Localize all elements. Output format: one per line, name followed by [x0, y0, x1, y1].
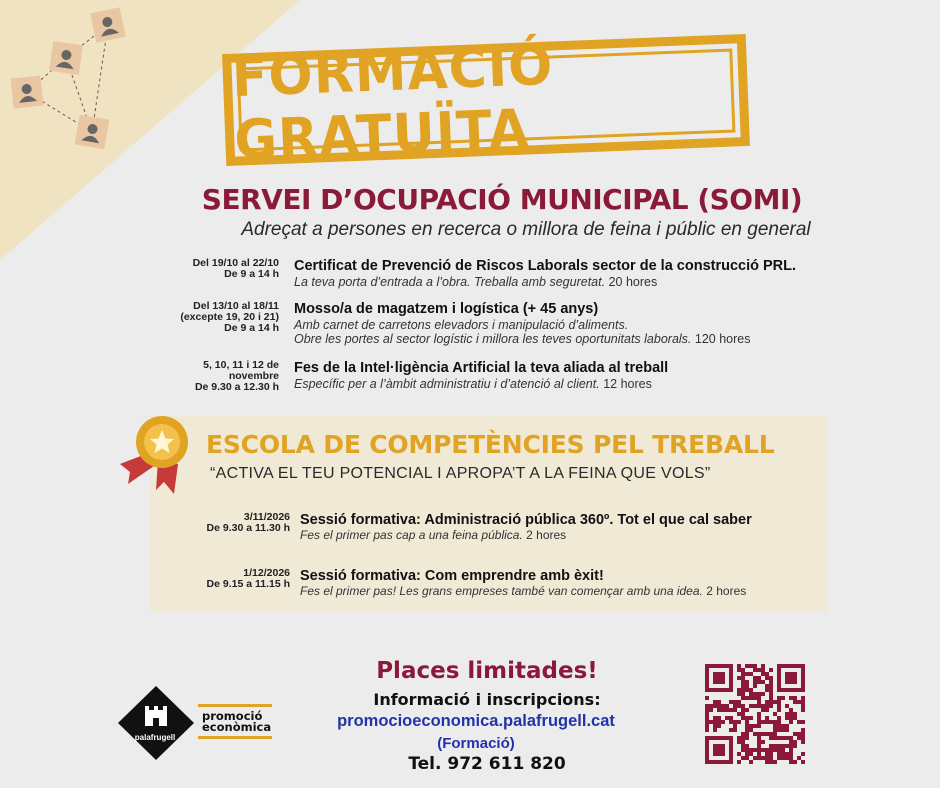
course-description: Amb carnet de carretons elevadors i manipulació d’aliments. Obre les portes al sector logístic i millora les teves oportunitats laborals. 120 hores — [294, 318, 751, 346]
course-date: Del 13/10 al 18/11 (excepte 19, 20 i 21) De 9 a 14 h — [180, 300, 279, 334]
course-date: 5, 10, 11 i 12 de novembre De 9.30 a 12.30 h — [194, 359, 279, 393]
course-date: Del 19/10 al 22/10 De 9 a 14 h — [192, 257, 279, 280]
website-note: (Formació) — [437, 735, 515, 752]
escola-title: ESCOLA DE COMPETÈNCIES PEL TREBALL — [206, 430, 775, 459]
somi-subtitle: Adreçat a persones en recerca o millora de feina i públic en general — [241, 219, 811, 240]
free-training-stamp — [222, 34, 750, 173]
session-title: Sessió formativa: Administració pública 360º. Tot el que cal saber — [300, 512, 752, 528]
qr-code-icon[interactable] — [705, 664, 805, 764]
logo-text: promoció econòmica — [202, 709, 272, 734]
course-description: La teva porta d’entrada a l’obra. Treballa amb seguretat. 20 hores — [294, 275, 658, 289]
session-description: Fes el primer pas cap a una feina pública. 2 hores — [300, 528, 567, 542]
somi-title: SERVEI D’OCUPACIÓ MUNICIPAL (SOMI) — [201, 183, 803, 216]
session-date: 3/11/2026 De 9.30 a 11.30 h — [206, 511, 290, 534]
logo-town: palafrugell — [134, 733, 176, 742]
stamp-text: FORMACIÓ GRATUÏTA — [230, 34, 555, 173]
info-label: Informació i inscripcions: — [373, 690, 601, 709]
session-description: Fes el primer pas! Les grans empreses també van començar amb una idea. 2 hores — [300, 584, 747, 598]
session-title: Sessió formativa: Com emprendre amb èxit! — [300, 568, 604, 584]
course-description: Específic per a l’àmbit administratiu i d’atenció al client. 12 hores — [294, 377, 652, 391]
session-date: 1/12/2026 De 9.15 a 11.15 h — [206, 567, 290, 590]
course-title: Fes de la Intel·ligència Artificial la teva aliada al treball — [294, 360, 669, 376]
award-medal-icon — [116, 410, 196, 496]
phone-number: Tel. 972 611 820 — [408, 754, 566, 774]
website-link[interactable]: promocioeconomica.palafrugell.cat — [337, 712, 615, 730]
places-limited: Places limitades! — [376, 658, 598, 684]
course-title: Certificat de Prevenció de Riscos Laborals sector de la construcció PRL. — [294, 258, 797, 274]
course-title: Mosso/a de magatzem i logística (+ 45 anys) — [294, 301, 599, 317]
escola-subtitle: “ACTIVA EL TEU POTENCIAL I APROPA’T A LA FEINA QUE VOLS” — [210, 465, 711, 482]
